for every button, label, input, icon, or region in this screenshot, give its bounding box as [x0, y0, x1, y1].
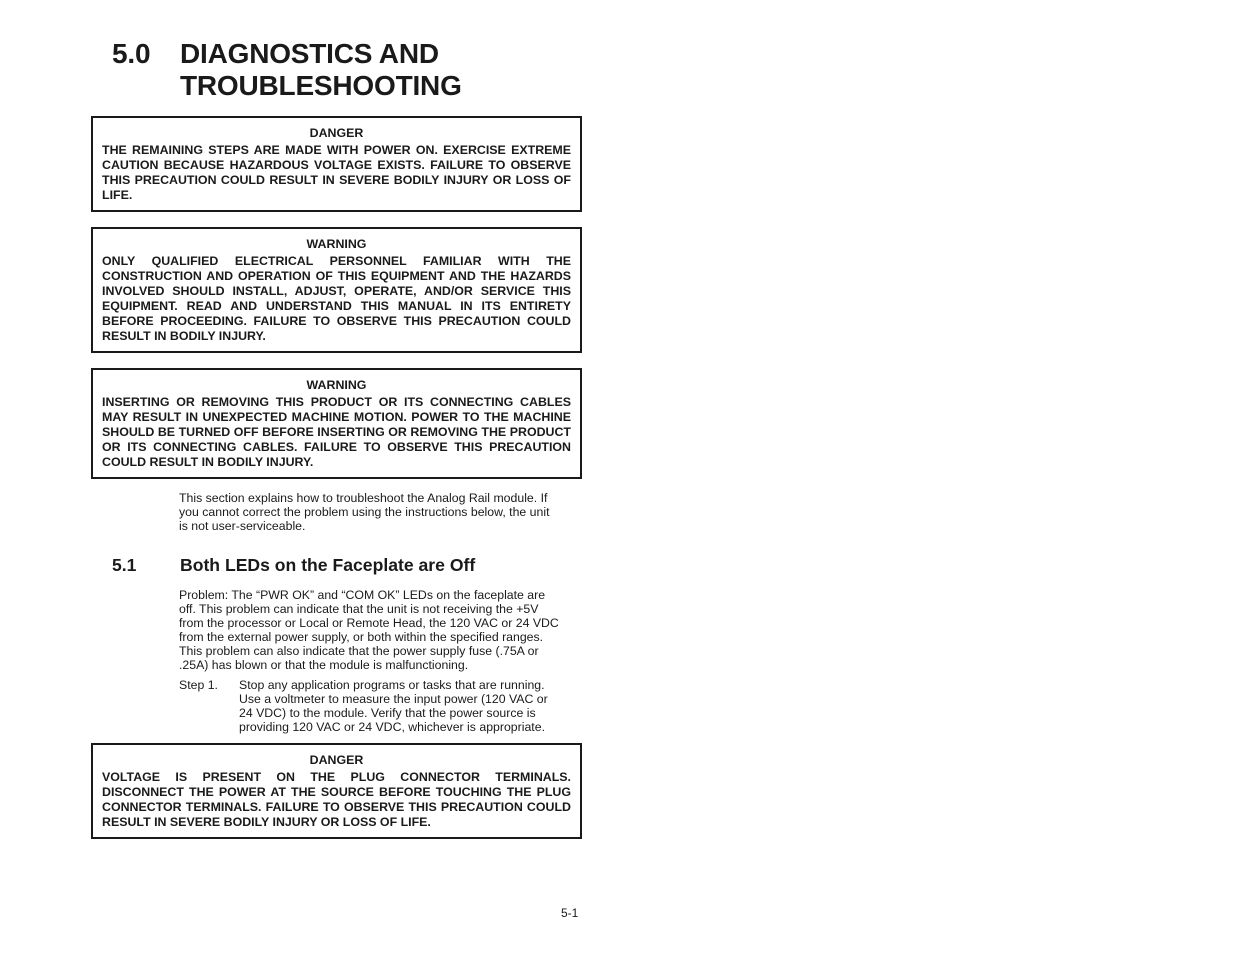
- notice-text: INSERTING OR REMOVING THIS PRODUCT OR ITS CONNECTING CABLES MAY RESULT IN UNEXPECTED MACHINE MOTION. POWER TO THE MACHINE SHOULD BE TURNED OFF BEFORE INSERTING OR REMOVING THE PRODUCT OR ITS CONNECTING CABLES. FAILURE TO OBSERVE THIS PRECAUTION COULD RESULT IN BODILY INJURY.: [102, 395, 571, 469]
- step-text: Stop any application programs or tasks that are running. Use a voltmeter to measure the input power (120 VAC or 24 VDC) to the module. Verify that the power source is providing 120 VAC or 24 VDC, whichever is appropriate.: [239, 678, 548, 734]
- danger-notice-box: [91, 116, 582, 212]
- danger-notice-box: [91, 743, 582, 839]
- notice-text: THE REMAINING STEPS ARE MADE WITH POWER ON. EXERCISE EXTREME CAUTION BECAUSE HAZARDOUS VOLTAGE EXISTS. FAILURE TO OBSERVE THIS PRECAUTION COULD RESULT IN SEVERE BODILY INJURY OR LOSS OF LIFE.: [102, 143, 571, 202]
- warning-notice-box: [91, 368, 582, 479]
- subsection-number: 5.1: [112, 555, 137, 575]
- subsection-title: Both LEDs on the Faceplate are Off: [180, 555, 476, 575]
- notice-title: DANGER: [309, 126, 364, 140]
- step-label: Step 1.: [179, 678, 218, 692]
- page-number: 5-1: [561, 906, 579, 920]
- section-number: 5.0: [112, 38, 151, 69]
- section-title-line-1: DIAGNOSTICS AND: [180, 38, 439, 69]
- notice-text: ONLY QUALIFIED ELECTRICAL PERSONNEL FAMILIAR WITH THE CONSTRUCTION AND OPERATION OF THIS EQUIPMENT AND THE HAZARDS INVOLVED SHOULD INSTALL, ADJUST, OPERATE, AND/OR SERVICE THIS EQUIPMENT. READ AND UNDERSTAND THIS MANUAL IN ITS ENTIRETY BEFORE PROCEEDING. FAILURE TO OBSERVE THIS PRECAUTION COULD RESULT IN BODILY INJURY.: [102, 254, 571, 343]
- warning-notice-box: [91, 227, 582, 353]
- section-title-line-2: TROUBLESHOOTING: [180, 70, 462, 101]
- notice-title: WARNING: [306, 237, 367, 251]
- intro-paragraph: This section explains how to troubleshoot the Analog Rail module. If you cannot correct the problem using the instructions below, the unit is not user-serviceable.: [179, 491, 550, 533]
- section-title: [180, 38, 580, 102]
- problem-paragraph: Problem: The “PWR OK” and “COM OK” LEDs on the faceplate are off. This problem can indicate that the unit is not receiving the +5V from the processor or Local or Remote Head, the 120 VAC or 24 VDC from the external power supply, or both within the specified ranges. This problem can also indicate that the power supply fuse (.75A or .25A) has blown or that the module is malfunctioning.: [179, 588, 559, 672]
- notice-title: WARNING: [306, 378, 367, 392]
- notice-text: VOLTAGE IS PRESENT ON THE PLUG CONNECTOR TERMINALS. DISCONNECT THE POWER AT THE SOURCE BEFORE TOUCHING THE PLUG CONNECTOR TERMINALS. FAILURE TO OBSERVE THIS PRECAUTION COULD RESULT IN SEVERE BODILY INJURY OR LOSS OF LIFE.: [102, 770, 571, 829]
- notice-title: DANGER: [309, 753, 364, 767]
